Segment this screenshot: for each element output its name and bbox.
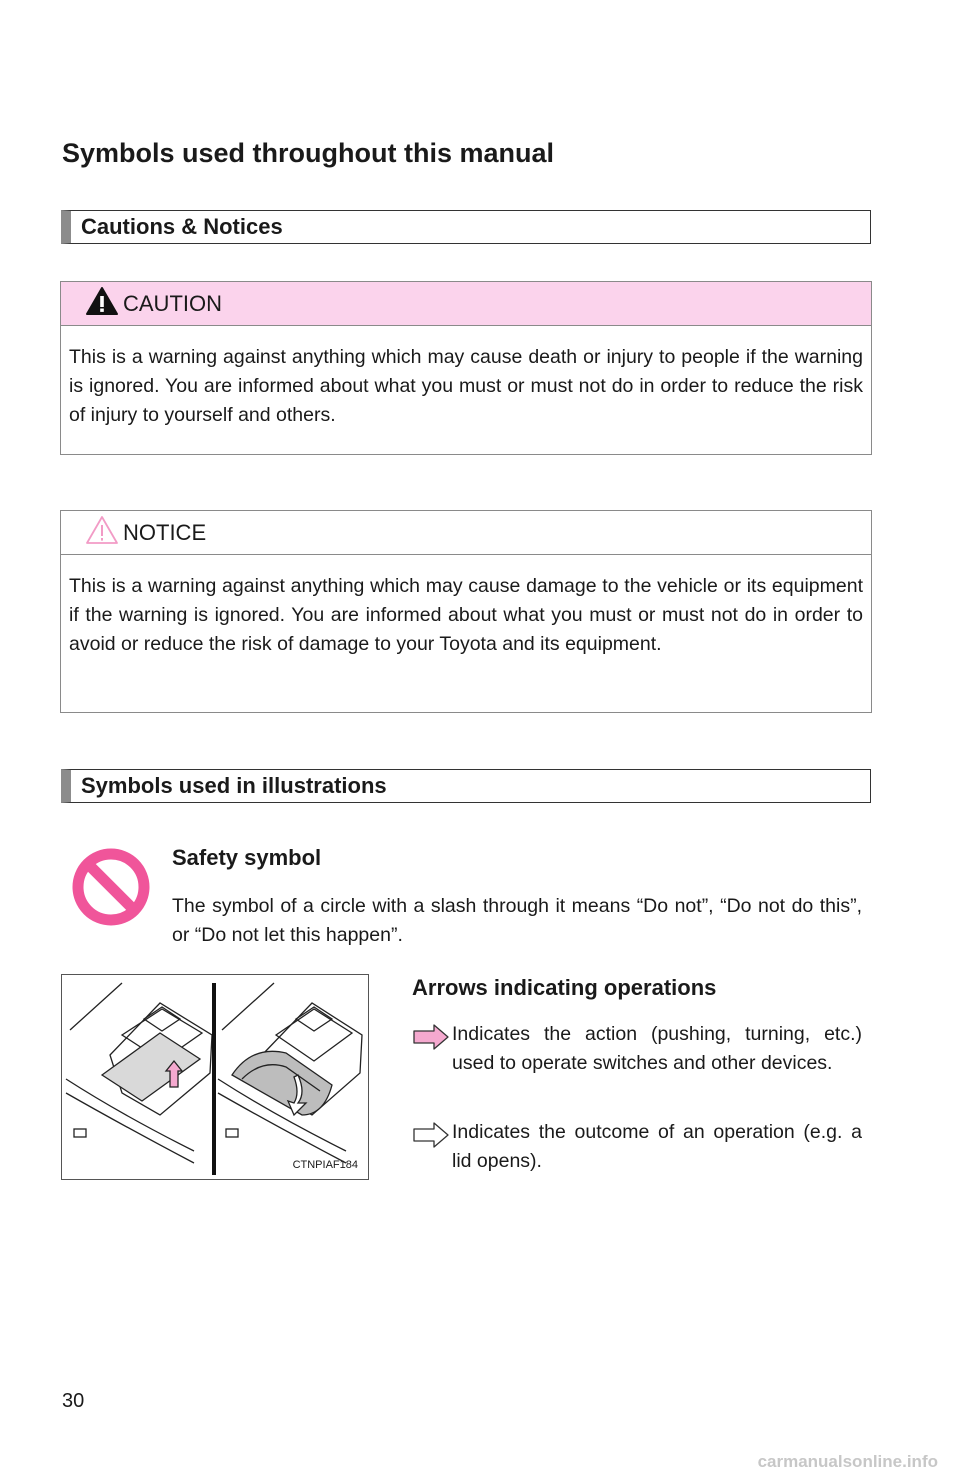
notice-text: This is a warning against anything which may cause damage to the vehicle or its equipment if the warning is ignored. You are informed about what you must or must not do in order to avoid or reduce the risk of damage to your Toyota and its equipment.: [69, 575, 863, 655]
arrow-outcome-text: Indicates the outcome of an operation (e.g. a lid opens).: [452, 1121, 862, 1172]
warning-triangle-filled-icon: [85, 286, 119, 321]
arrow-item-action: [412, 1020, 862, 1078]
page-number: 30: [62, 1390, 85, 1412]
arrows-title: Arrows indicating operations: [412, 975, 717, 1000]
notice-label: NOTICE: [123, 519, 207, 545]
caution-header: [61, 282, 871, 326]
overhead-console-drawing: [62, 975, 369, 1180]
caution-text: This is a warning against anything which may cause death or injury to people if the warning is ignored. You are informed about what you must or must not do in order to reduce the risk of injury to yourself and others.: [69, 346, 863, 426]
illustration-code: CTNPIAF184: [292, 1159, 358, 1171]
notice-box: [60, 510, 872, 713]
arrow-action-text: Indicates the action (pushing, turning, etc.) used to operate switches and other devices.: [452, 1023, 862, 1074]
section-header-illustrations: Symbols used in illustrations: [61, 769, 871, 803]
prohibition-icon: [72, 848, 150, 931]
notice-header: [61, 511, 871, 555]
safety-symbol-title: Safety symbol: [172, 845, 322, 870]
lid-illustration: [61, 974, 369, 1180]
section-header-cautions: Cautions & Notices: [61, 210, 871, 244]
safety-symbol-text: The symbol of a circle with a slash through it means “Do not”, “Do not do this”, or “Do not let this happen”.: [172, 895, 862, 946]
caution-label: CAUTION: [123, 290, 222, 316]
warning-triangle-outline-icon: [85, 515, 119, 550]
arrow-item-outcome: [412, 1118, 862, 1176]
caution-box: [60, 281, 872, 455]
page-title: Symbols used throughout this manual: [62, 138, 555, 168]
pink-arrow-icon: [412, 1020, 452, 1078]
outline-arrow-icon: [412, 1118, 452, 1176]
watermark: carmanualsonline.info: [757, 1452, 938, 1471]
